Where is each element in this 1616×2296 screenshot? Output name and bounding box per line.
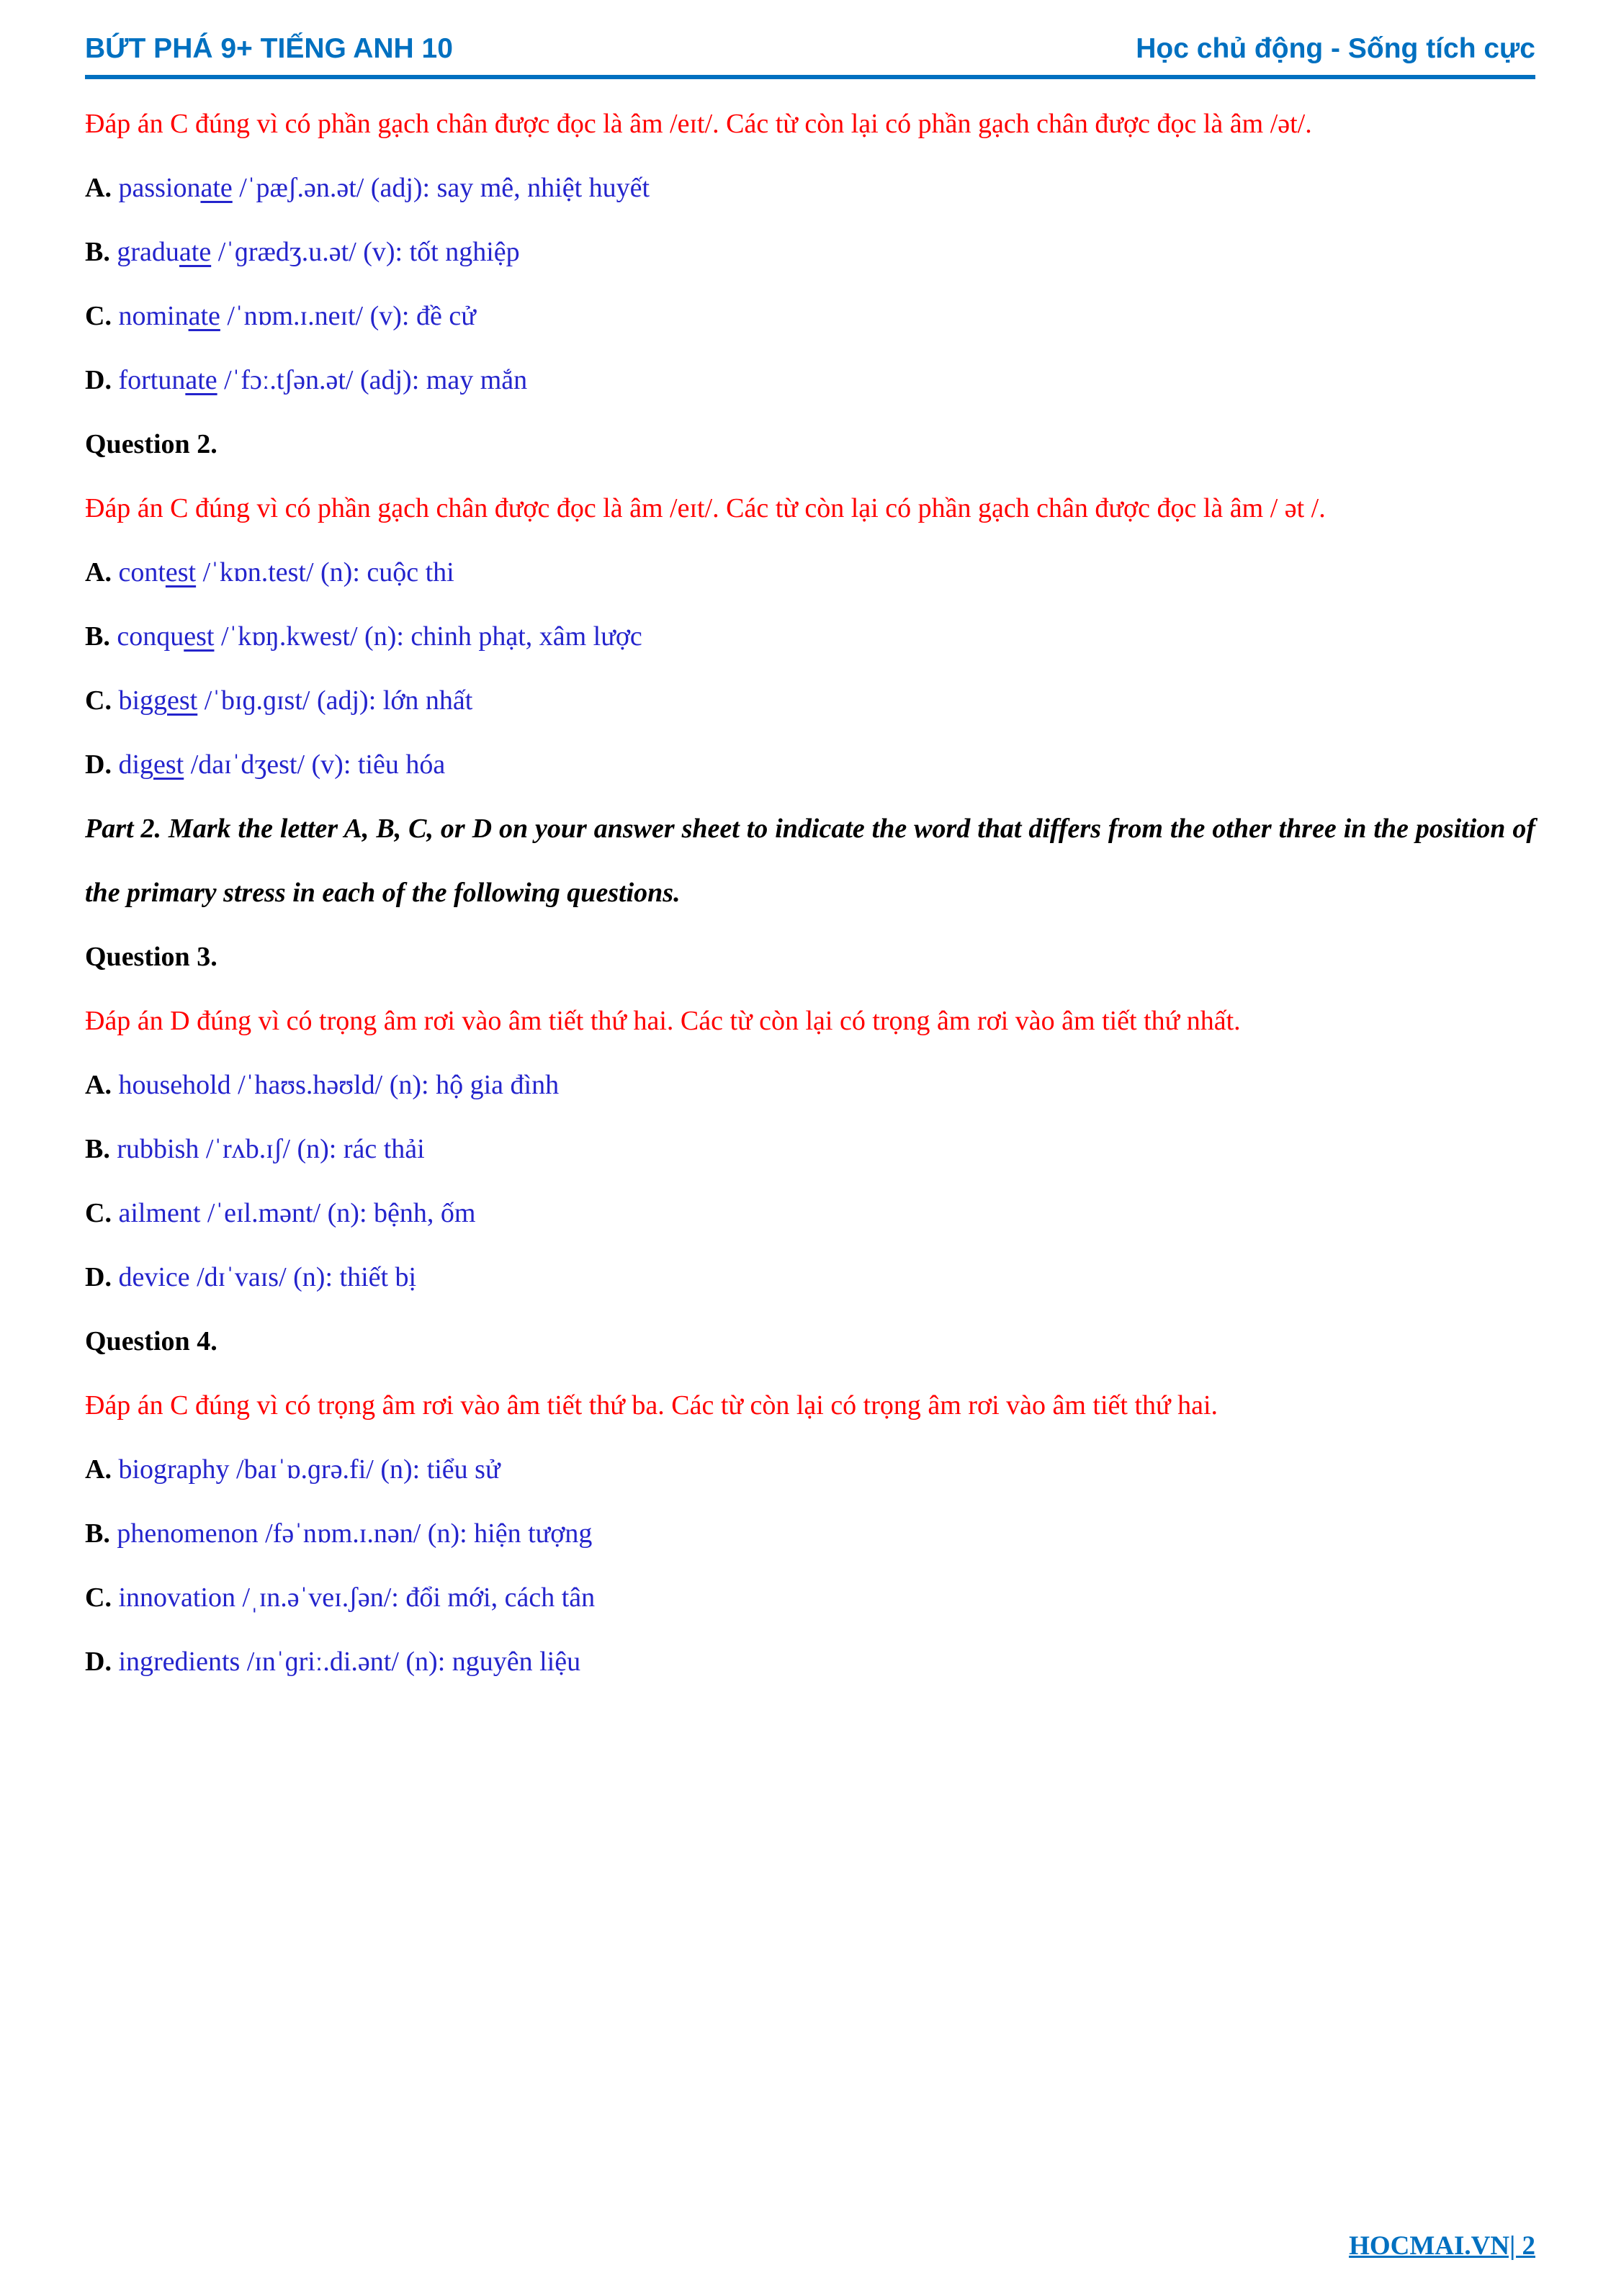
option-label: B. bbox=[85, 621, 110, 652]
option-text-pre: biography /baɪˈɒ.ɡrə.fi/ (n): tiểu sử bbox=[111, 1454, 500, 1485]
header-left-title: BỨT PHÁ 9+ TIẾNG ANH 10 bbox=[85, 33, 453, 64]
option-text-pre: device /dɪˈvaɪs/ (n): thiết bị bbox=[111, 1262, 417, 1292]
option-text-pre: dig bbox=[111, 749, 154, 780]
answer-option bbox=[85, 541, 1535, 605]
answer-option bbox=[85, 669, 1535, 733]
answer-option bbox=[85, 1502, 1535, 1566]
option-text-pre: phenomenon /fəˈnɒm.ɪ.nən/ (n): hiện tượng bbox=[109, 1518, 593, 1549]
option-text-pre: gradu bbox=[109, 237, 179, 267]
answer-option bbox=[85, 733, 1535, 797]
option-label: A. bbox=[85, 1070, 112, 1100]
option-label: A. bbox=[85, 1454, 112, 1485]
option-label: D. bbox=[85, 1262, 112, 1292]
option-text-pre: innovation /ˌɪn.əˈveɪ.ʃən/: đổi mới, cách tân bbox=[111, 1583, 596, 1613]
answer-option bbox=[85, 1566, 1535, 1630]
page-header bbox=[85, 33, 1535, 79]
answer-option bbox=[85, 1246, 1535, 1310]
option-label: D. bbox=[85, 365, 112, 395]
option-text-pre: ingredients /ɪnˈɡriː.di.ənt/ (n): nguyên liệu bbox=[111, 1647, 581, 1677]
underlined-segment: est bbox=[184, 621, 215, 652]
document-body bbox=[85, 92, 1535, 1694]
answer-option bbox=[85, 1630, 1535, 1694]
explanation-text: Đáp án C đúng vì có phần gạch chân được đọc là âm /eɪt/. Các từ còn lại có phần gạch chân được đọc là âm / ət /. bbox=[85, 493, 1326, 523]
option-label: C. bbox=[85, 1583, 112, 1613]
option-label: A. bbox=[85, 557, 112, 587]
answer-option bbox=[85, 284, 1535, 348]
underlined-segment: est bbox=[165, 557, 197, 587]
option-text-post: /ˈɡrædʒ.u.ət/ (v): tốt nghiệp bbox=[211, 237, 520, 267]
answer-option bbox=[85, 1181, 1535, 1246]
underlined-segment: ate bbox=[200, 173, 233, 203]
page-footer-pagenumber: HOCMAI.VN| 2 bbox=[1349, 2231, 1535, 2261]
answer-option bbox=[85, 348, 1535, 413]
option-text-pre: household /ˈhaʊs.həʊld/ (n): hộ gia đình bbox=[111, 1070, 560, 1100]
question-heading: Question 3. bbox=[85, 942, 217, 972]
answer-option bbox=[85, 605, 1535, 669]
option-text-pre: conqu bbox=[109, 621, 184, 652]
option-label: D. bbox=[85, 1647, 112, 1677]
option-text-post: /ˈkɒn.test/ (n): cuộc thi bbox=[196, 557, 454, 587]
option-text-pre: cont bbox=[111, 557, 166, 587]
option-text-post: /ˈnɒm.ɪ.neɪt/ (v): đề cử bbox=[220, 301, 476, 331]
option-text-pre: bigg bbox=[111, 685, 168, 716]
option-text-post: /ˈfɔː.tʃən.ət/ (adj): may mắn bbox=[217, 365, 528, 395]
option-label: B. bbox=[85, 1134, 110, 1164]
header-right-motto: Học chủ động - Sống tích cực bbox=[1136, 33, 1535, 64]
explanation-text: Đáp án C đúng vì có trọng âm rơi vào âm tiết thứ ba. Các từ còn lại có trọng âm rơi vào âm tiết thứ hai. bbox=[85, 1390, 1218, 1421]
option-text-pre: ailment /ˈeɪl.mənt/ (n): bệnh, ốm bbox=[111, 1198, 476, 1228]
answer-option bbox=[85, 220, 1535, 284]
answer-option bbox=[85, 1053, 1535, 1117]
option-label: C. bbox=[85, 685, 112, 716]
option-label: C. bbox=[85, 1198, 112, 1228]
answer-option bbox=[85, 1117, 1535, 1181]
explanation-text: Đáp án C đúng vì có phần gạch chân được đọc là âm /eɪt/. Các từ còn lại có phần gạch chân được đọc là âm /ət/. bbox=[85, 109, 1312, 139]
underlined-segment: ate bbox=[188, 301, 220, 331]
option-text-pre: nomin bbox=[111, 301, 189, 331]
option-label: C. bbox=[85, 301, 112, 331]
underlined-segment: ate bbox=[185, 365, 217, 395]
option-text-post: /ˈkɒŋ.kwest/ (n): chinh phạt, xâm lược bbox=[214, 621, 642, 652]
option-label: B. bbox=[85, 237, 110, 267]
option-text-post: /daɪˈdʒest/ (v): tiêu hóa bbox=[184, 749, 446, 780]
part-instruction: Part 2. Mark the letter A, B, C, or D on your answer sheet to indicate the word that differs from the other three in the position of the primary stress in each of the following questions. bbox=[85, 814, 1535, 908]
question-heading: Question 2. bbox=[85, 429, 217, 459]
answer-option bbox=[85, 156, 1535, 220]
option-text-pre: rubbish /ˈrʌb.ɪʃ/ (n): rác thải bbox=[109, 1134, 425, 1164]
underlined-segment: ate bbox=[179, 237, 212, 267]
option-label: D. bbox=[85, 749, 112, 780]
underlined-segment: est bbox=[167, 685, 198, 716]
explanation-text: Đáp án D đúng vì có trọng âm rơi vào âm tiết thứ hai. Các từ còn lại có trọng âm rơi vào âm tiết thứ nhất. bbox=[85, 1006, 1241, 1036]
underlined-segment: est bbox=[153, 749, 184, 780]
option-label: B. bbox=[85, 1518, 110, 1549]
option-text-pre: fortun bbox=[111, 365, 186, 395]
question-heading: Question 4. bbox=[85, 1326, 217, 1356]
option-text-post: /ˈpæʃ.ən.ət/ (adj): say mê, nhiệt huyết bbox=[232, 173, 650, 203]
option-text-post: /ˈbɪɡ.ɡɪst/ (adj): lớn nhất bbox=[197, 685, 473, 716]
option-label: A. bbox=[85, 173, 112, 203]
option-text-pre: passion bbox=[111, 173, 201, 203]
answer-option bbox=[85, 1438, 1535, 1502]
